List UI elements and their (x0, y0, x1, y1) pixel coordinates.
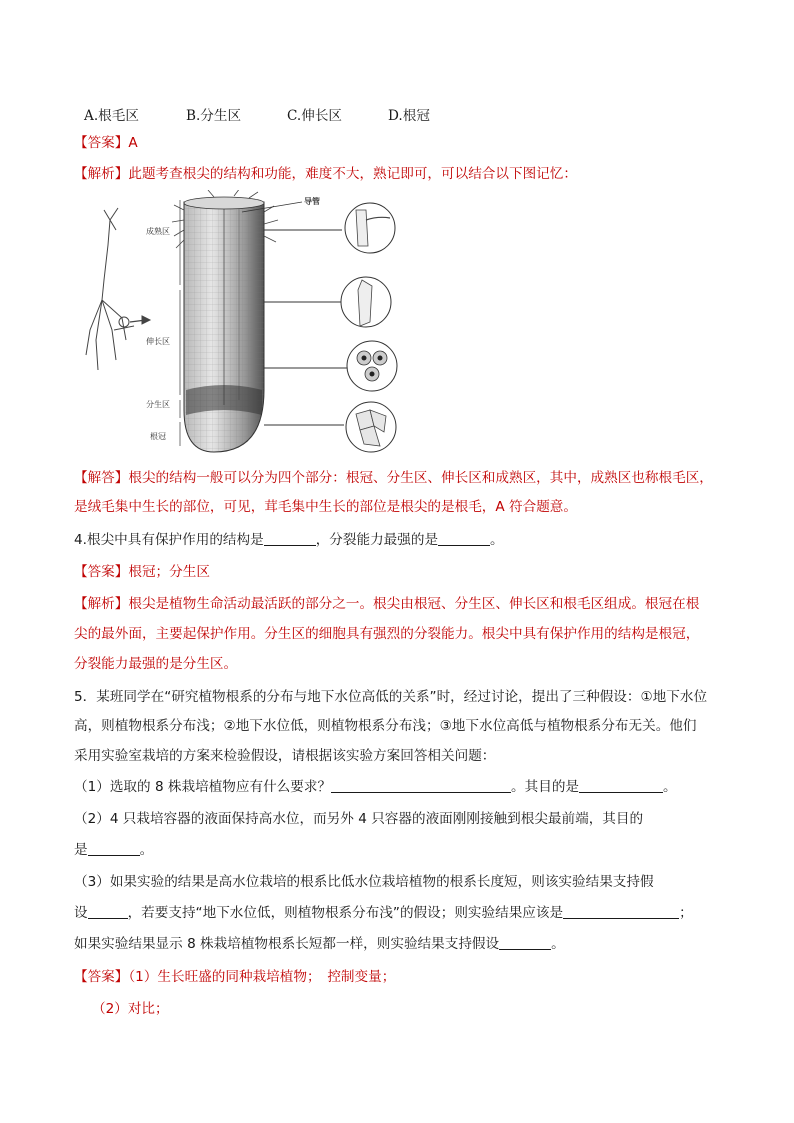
root-body (172, 190, 278, 452)
q5-sub2-line-1: （2）4 只栽培容器的液面保持高水位，而另外 4 只容器的液面刚刚接触到根尖最前端，其目的 (74, 811, 644, 827)
answer-tag: 【答案】 (74, 564, 129, 580)
analysis-tag: 【解析】 (74, 166, 129, 182)
q5-stem-line-1: 5．某班同学在“研究植物根系的分布与地下水位高低的关系”时，经过讨论，提出了三种假设：①地下水位 (74, 689, 708, 705)
label-elongation-zone: 伸长区 (146, 337, 170, 346)
q5-stem-line-2: 高，则植物根系分布浅；②地下水位低，则植物根系分布浅；③地下水位高低与植物根系分布无关。他们 (74, 718, 697, 734)
cell-circle-root-cap (346, 402, 396, 452)
cell-circle-meristem (347, 341, 397, 391)
answer-blank[interactable] (88, 904, 128, 919)
label-root-cap: 根冠 (150, 432, 166, 441)
q4-answer-line (74, 563, 210, 581)
answer-blank[interactable] (438, 531, 490, 546)
answer-blank[interactable] (331, 778, 511, 793)
label-meristem-zone: 分生区 (146, 400, 170, 409)
analysis-text: 此题考查根尖的结构和功能，难度不大，熟记即可，可以结合以下图记忆： (128, 166, 577, 182)
cell-circle-elongation (341, 277, 391, 327)
solution-tag: 【解答】 (74, 470, 129, 486)
q4-analysis-line-1: 【解析】根尖是植物生命活动最活跃的部分之一。根尖由根冠、分生区、伸长区和根毛区组成。根冠在根 (74, 596, 700, 612)
answer-text: A (128, 135, 138, 151)
q4-question: 4.根尖中具有保护作用的结构是 ，分裂能力最强的是 。 (74, 532, 504, 548)
q5-answer-line-2: （2）对比； (92, 1001, 169, 1017)
answer-blank[interactable] (563, 904, 679, 919)
q5-sub1: （1）选取的 8 株栽培植物应有什么要求？ 。其目的是 。 (74, 779, 677, 795)
q3-solution-line-1: 【解答】根尖的结构一般可以分为四个部分：根冠、分生区、伸长区和成熟区，其中，成熟区也称根毛区， (74, 470, 713, 486)
analysis-tag: 【解析】 (74, 596, 129, 612)
label-mature-zone: 成熟区 (146, 227, 170, 236)
answer-blank[interactable] (499, 935, 551, 950)
answer-blank[interactable] (264, 531, 316, 546)
answer-blank[interactable] (88, 841, 140, 856)
answer-blank[interactable] (579, 778, 663, 793)
connector-lines (264, 230, 350, 425)
answer-tag: 【答案】 (74, 135, 129, 151)
label-vessel: 导管 (304, 197, 320, 206)
option-b: B.分生区 (186, 108, 242, 124)
option-d: D.根冠 (388, 108, 430, 124)
option-a: A.根毛区 (84, 108, 139, 124)
root-tip-figure (74, 190, 404, 460)
cell-circle-root-hair (345, 203, 395, 253)
q3-solution-line-2: 是绒毛集中生长的部位，可见，茸毛集中生长的部位是根尖的是根毛，A 符合题意。 (74, 499, 577, 515)
q5-stem-line-3: 采用实验室栽培的方案来检验假设，请根据该实验方案回答相关问题： (74, 748, 496, 764)
answer-tag: 【答案】 (74, 969, 129, 985)
q3-analysis-line (74, 165, 577, 183)
q4-analysis-line-2: 尖的最外面，主要起保护作用。分生区的细胞具有强烈的分裂能力。根尖中具有保护作用的结构是根冠， (74, 626, 700, 642)
q5-answer-line-1: 【答案】（1）生长旺盛的同种栽培植物； 控制变量； (74, 969, 396, 985)
q4-analysis-line-3: 分裂能力最强的是分生区。 (74, 656, 238, 672)
q3-answer-line (74, 134, 138, 152)
q5-sub3-line-3: 如果实验结果显示 8 株栽培植物根系长短都一样，则实验结果支持假设 。 (74, 936, 565, 952)
option-c: C.伸长区 (287, 108, 343, 124)
seedling-sketch (86, 208, 150, 370)
q5-sub2-line-2: 是 。 (74, 842, 154, 858)
q5-sub3-line-2: 设 ，若要支持“地下水位低，则植物根系分布浅”的假设；则实验结果应该是 ； (74, 905, 693, 921)
q5-sub3-line-1: （3）如果实验的结果是高水位栽培的根系比低水位栽培植物的根系长度短，则该实验结果支持假 (74, 874, 654, 890)
answer-text: 根冠；分生区 (128, 564, 210, 580)
root-tip-diagram (74, 190, 404, 460)
